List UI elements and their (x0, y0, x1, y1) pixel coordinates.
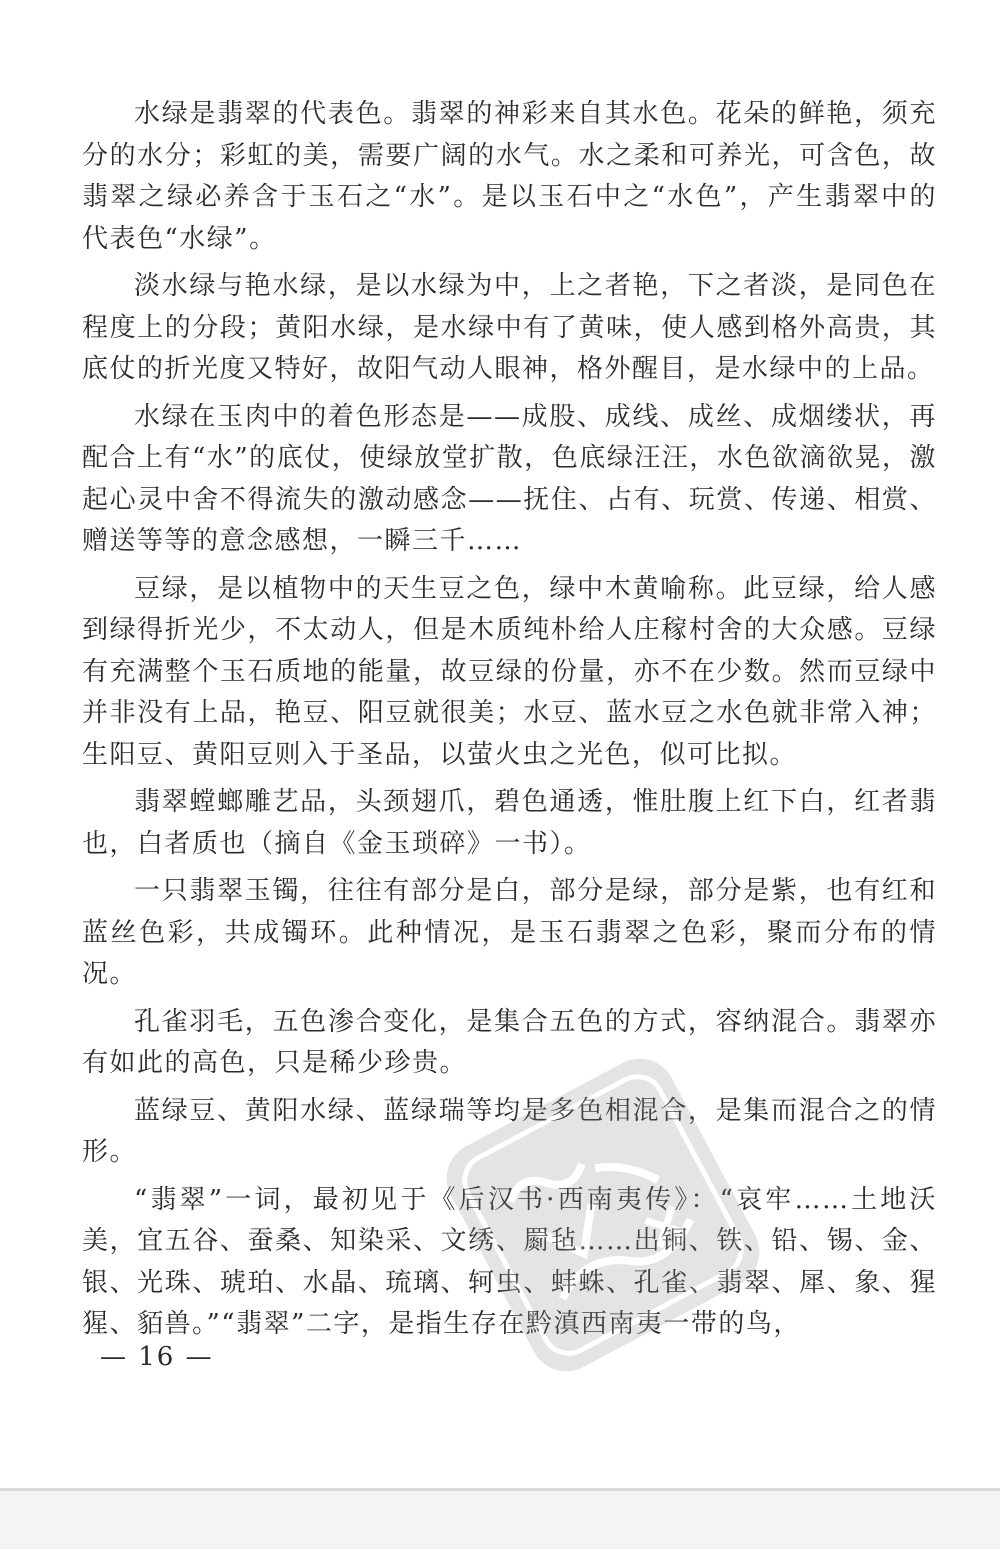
paragraph: 一只翡翠玉镯，往往有部分是白，部分是绿，部分是紫，也有红和蓝丝色彩，共成镯环。此种情况，是玉石翡翠之色彩，聚而分布的情况。 (82, 876, 937, 989)
paragraph: 豆绿，是以植物中的天生豆之色，绿中木黄喻称。此豆绿，给人感到绿得折光少，不太动人，但是木质纯朴给人庄稼村舍的大众感。豆绿有充满整个玉石质地的能量，故豆绿的份量，亦不在少数。然而豆绿中并非没有上品，艳豆、阳豆就很美；水豆、蓝水豆之水色就非常入神；生阳豆、黄阳豆则入于圣品，以萤火虫之光色，似可比拟。 (82, 573, 937, 770)
paragraph: 水绿是翡翠的代表色。翡翠的神彩来自其水色。花朵的鲜艳，须充分的水分；彩虹的美，需要广阔的水气。水之柔和可养光，可含色，故翡翠之绿必养含于玉石之“水”。是以玉石中之“水色”，产生翡翠中的代表色“水绿”。 (82, 99, 937, 254)
page-number: — 16 — (100, 1342, 214, 1372)
body-text (82, 94, 937, 1352)
paragraph: 水绿在玉肉中的着色形态是——成股、成线、成丝、成烟缕状，再配合上有“水”的底仗，使绿放堂扩散，色底绿汪汪，水色欲滴欲晃，激起心灵中舍不得流失的激动感念——抚住、占有、玩赏、传递、相赏、赠送等等的意念感想，一瞬三千…… (82, 401, 937, 556)
paragraph: 淡水绿与艳水绿，是以水绿为中，上之者艳，下之者淡，是同色在程度上的分段；黄阳水绿，是水绿中有了黄味，使人感到格外高贵，其底仗的折光度又特好，故阳气动人眼神，格外醒目，是水绿中的上品。 (82, 271, 937, 384)
paragraph: 蓝绿豆、黄阳水绿、蓝绿瑞等均是多色相混合，是集而混合之的情形。 (82, 1095, 937, 1167)
paragraph: 翡翠螳螂雕艺品，头颈翅爪，碧色通透，惟肚腹上红下白，红者翡也，白者质也（摘自《金玉琐碎》一书）。 (82, 787, 937, 859)
paragraph: 孔雀羽毛，五色渗合变化，是集合五色的方式，容纳混合。翡翠亦有如此的高色，只是稀少珍贵。 (82, 1006, 937, 1078)
scan-margin (0, 1491, 1000, 1549)
paragraph: “翡翠”一词，最初见于《后汉书·西南夷传》：“哀牢……土地沃美，宜五谷、蚕桑、知染采、文绣、罽毡……出铜、铁、铅、锡、金、银、光珠、琥珀、水晶、琉璃、轲虫、蚌蛛、孔雀、翡翠、犀、象、猩猩、貊兽。”“翡翠”二字，是指生存在黔滇西南夷一带的鸟， (82, 1184, 937, 1339)
